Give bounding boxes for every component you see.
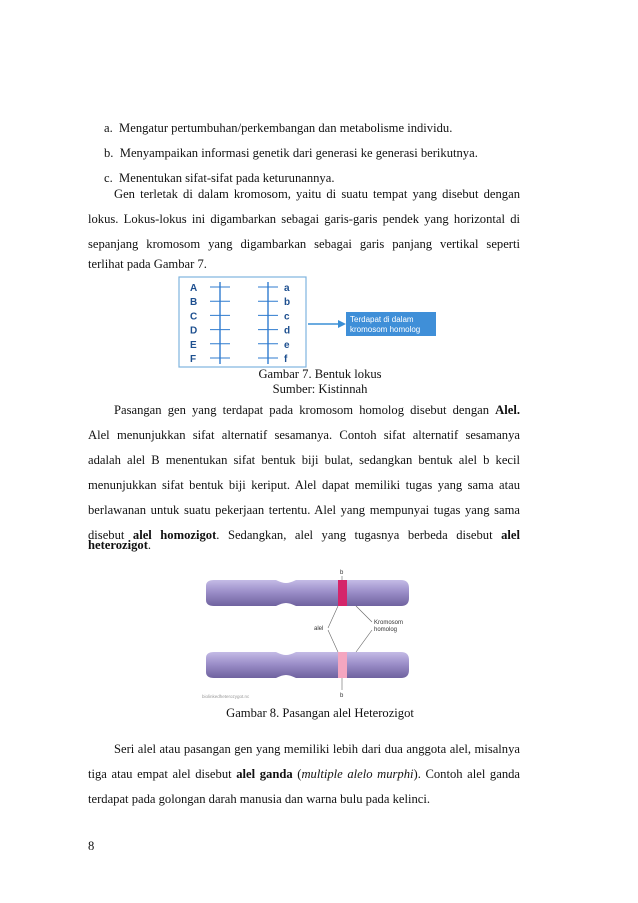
term-alel: alel [501,528,520,542]
term-multiple-alelo: multiple alelo murphi [301,767,414,781]
locus-label-left: A [190,283,198,294]
para2-line1 [114,402,520,418]
label-top-allele: b [340,570,344,576]
paren-open: ( [297,767,302,781]
label-homolog: homolog [374,627,398,633]
para3-line2-c: ). Contoh alel ganda [413,767,520,781]
term-alel-homozigot: alel homozigot [132,528,217,542]
locus-label-right: b [284,297,291,309]
locus-label-left: D [190,325,198,337]
para3-line2-a: tiga atau empat alel disebut [88,767,232,781]
homolog-box-line2: kromosom homolog [350,325,421,334]
locus-label-right: e [284,339,290,351]
locus-label-right: a [284,283,290,294]
arrow-icon [338,320,346,328]
term-alel-ganda: alel ganda [236,767,293,781]
para1-line3: sepanjang kromosom yang digambarkan sebagai garis panjang vertikal seperti [88,237,520,251]
figure-7-locus-diagram [178,276,458,368]
locus-label-left: C [190,311,198,323]
label-alel: alel [314,626,324,632]
label-kromosom: Kromosom [374,620,404,626]
figure7-source: Sumber: Kistinnah [272,382,368,396]
list-item-b [104,145,478,161]
para2-line7 [88,537,151,553]
para2-line6 [88,527,520,543]
label-bottom-allele: b [340,693,344,699]
para1-line2: lokus. Lokus-lokus ini digambarkan sebagai garis-garis pendek yang horizontal di [88,212,520,226]
para1-line1: Gen terletak di dalam kromosom, yaitu di suatu tempat yang disebut dengan [114,187,520,201]
list-item-c [104,170,334,186]
list-marker: c. [104,171,113,185]
list-marker: a. [104,121,113,135]
locus-label-left: E [190,339,197,351]
locus-label-right: f [284,354,288,365]
para3-line1: Seri alel atau pasangan gen yang memiliki lebih dari dua anggota alel, misalnya [114,742,520,756]
para3-line2 [88,766,520,782]
figure8-caption: Gambar 8. Pasangan alel Heterozigot [226,706,414,720]
allele-band-dark [338,580,347,606]
para2-line6-a: disebut [88,528,125,542]
para2-line3: adalah alel B menentukan sifat bentuk biji bulat, sedangkan bentuk alel b kecil [88,453,520,467]
page-number: 8 [88,839,95,853]
figure-8-heterozygous-alleles [196,566,426,702]
pointer-kromosom-top [356,606,372,622]
para2-line5: berlawanan untuk suatu pekerjaan tertentu. Alel yang mempunyai tugas yang sama [88,503,520,517]
figure7-caption: Gambar 7. Bentuk lokus [258,367,382,381]
para2-line1-text: Pasangan gen yang terdapat pada kromosom homolog disebut dengan [114,403,490,417]
locus-label-right: c [284,311,290,323]
list-text: Mengatur pertumbuhan/perkembangan dan metabolisme individu. [119,121,453,135]
chromosome-bottom [206,652,409,678]
list-text: Menentukan sifat-sifat pada keturunannya. [119,171,335,185]
list-text: Menyampaikan informasi genetik dari generasi ke generasi berikutnya. [119,146,478,160]
para3-line3: terdapat pada golongan darah manusia dan warna bulu pada kelinci. [88,792,430,806]
locus-label-left: B [190,297,198,309]
para1-line4: terlihat pada Gambar 7. [88,257,207,271]
locus-label-left: F [190,354,197,365]
pointer-kromosom-bottom [356,630,372,652]
locus-label-right: d [284,325,291,337]
para2-line7-end: . [147,538,152,552]
pointer-alel-top [328,606,338,628]
list-marker: b. [104,146,114,160]
allele-band-light [338,652,347,678]
pointer-alel-bottom [328,630,338,652]
watermark: biolinkedheterozygot.nc [202,694,250,699]
term-heterozigot: heterozigot [88,538,148,552]
chromosome-top [206,580,409,606]
para2-line2: Alel menunjukkan sifat alternatif sesamanya. Contoh sifat alternatif sesamanya [88,428,520,442]
para2-line6-b: . Sedangkan, alel yang tugasnya berbeda disebut [216,528,493,542]
para2-line4: menunjukkan sifat bentuk biji keriput. Alel dapat memiliki tugas yang sama atau [88,478,520,492]
homolog-box-line1: Terdapat di dalam [350,315,414,324]
term-alel: Alel. [495,403,520,417]
list-item-a [104,120,452,136]
